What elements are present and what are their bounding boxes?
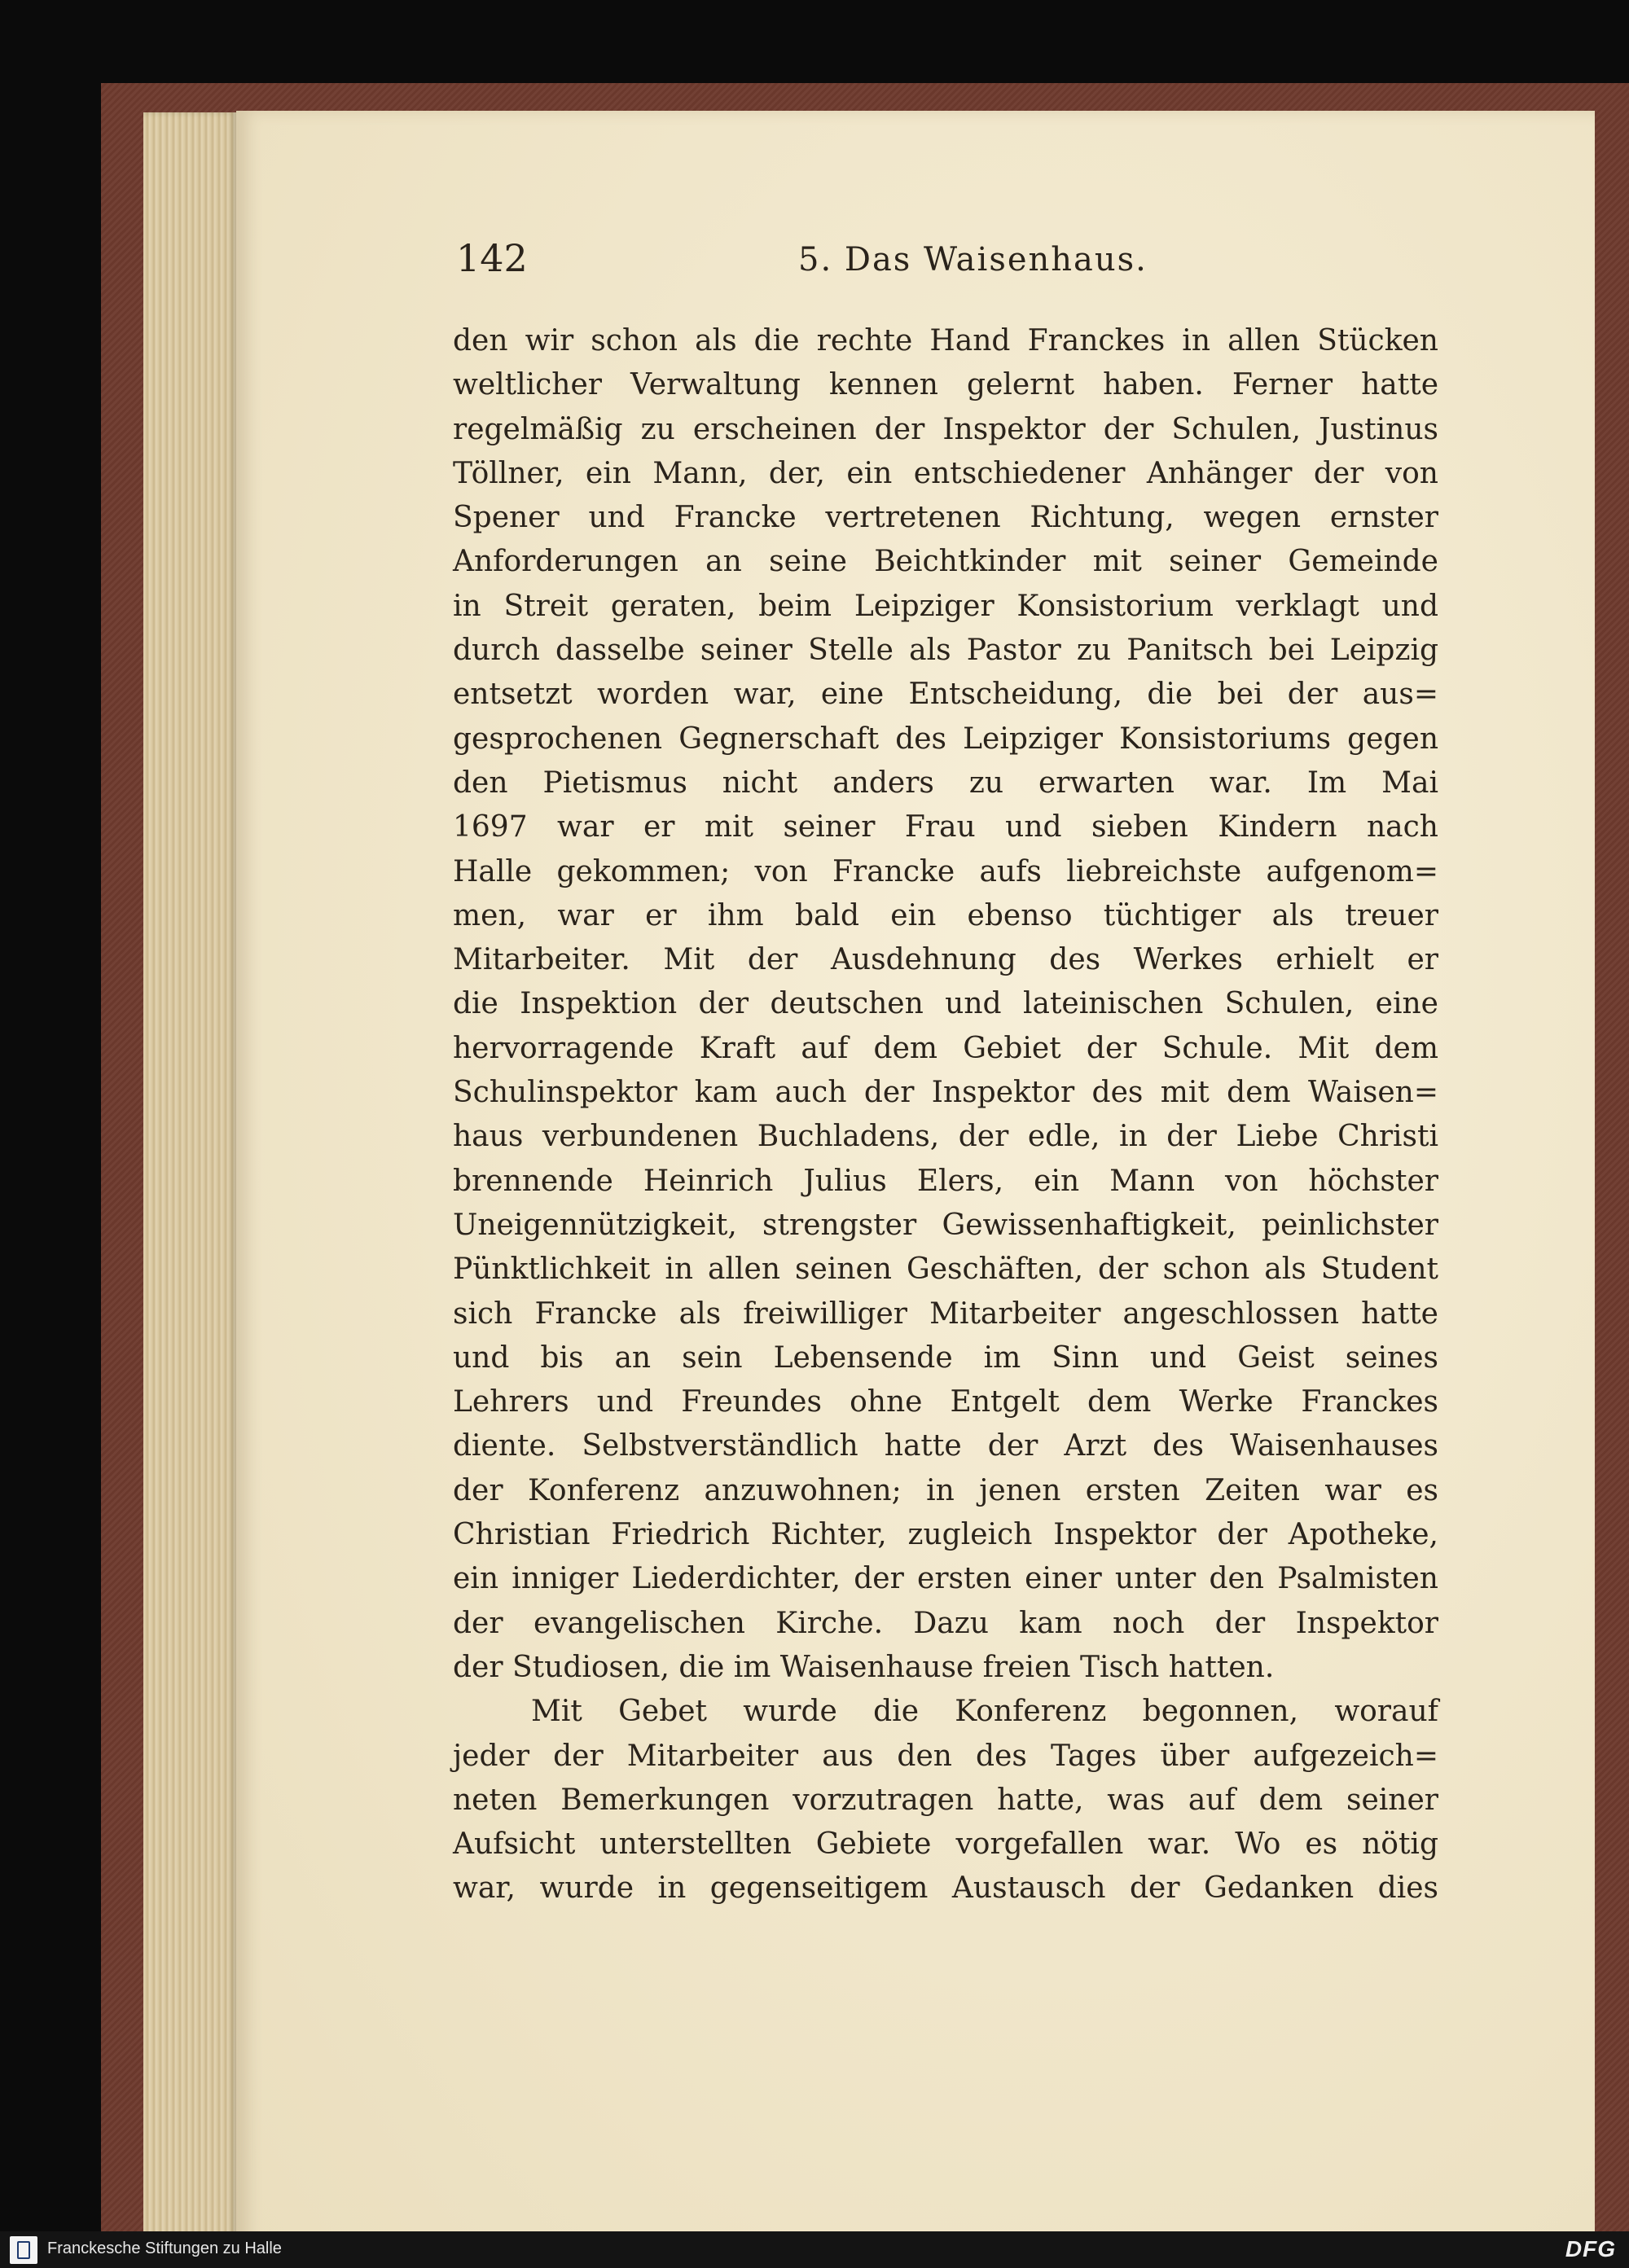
text-line: Lehrers und Freundes ohne Entgelt dem Werke Franckes: [453, 1385, 1438, 1419]
text-line: brennende Heinrich Julius Elers, ein Mann von höchster: [453, 1164, 1438, 1198]
text-line: die Inspektion der deutschen und lateinischen Schulen, eine: [453, 987, 1438, 1021]
body-text: [453, 319, 1438, 1911]
text-line: der Studiosen, die im Waisenhause freien Tisch hatten.: [453, 1650, 1275, 1684]
dfg-logo: DFG: [1565, 2236, 1616, 2261]
page-number: 142: [456, 236, 528, 280]
page-edges: [143, 112, 237, 2246]
text-line: hervorragende Kraft auf dem Gebiet der Schule. Mit dem: [453, 1031, 1438, 1065]
institution-name: Franckesche Stiftungen zu Halle: [47, 2239, 282, 2257]
text-line: sich Francke als freiwilliger Mitarbeiter angeschlossen hatte: [453, 1296, 1438, 1331]
text-line: gesprochenen Gegnerschaft des Leipziger Konsistoriums gegen: [453, 722, 1438, 756]
chapter-title: 5. Das Waisenhaus.: [798, 241, 1148, 279]
text-line: und bis an sein Lebensende im Sinn und Geist seines: [453, 1340, 1438, 1375]
text-line: war, wurde in gegenseitigem Austausch der Gedanken dies: [453, 1871, 1438, 1906]
text-line: Schulinspektor kam auch der Inspektor des mit dem Waisen=: [453, 1076, 1438, 1110]
text-line: Pünktlichkeit in allen seinen Geschäften, der schon als Student: [453, 1252, 1438, 1287]
text-line: Halle gekommen; von Francke aufs liebreichste aufgenom=: [453, 854, 1438, 888]
text-line: Aufsicht unterstellten Gebiete vorgefallen war. Wo es nötig: [453, 1827, 1438, 1862]
text-line: entsetzt worden war, eine Entscheidung, die bei der aus=: [453, 678, 1438, 712]
text-line: Mit Gebet wurde die Konferenz begonnen, worauf: [531, 1695, 1438, 1729]
text-line: in Streit geraten, beim Leipziger Konsistorium verklagt und: [453, 589, 1438, 623]
institution-logo-icon: [10, 2236, 37, 2264]
running-head: [456, 236, 1442, 285]
text-line: den wir schon als die rechte Hand Franckes in allen Stücken: [453, 324, 1438, 358]
text-line: diente. Selbstverständlich hatte der Arzt des Waisenhauses: [453, 1429, 1438, 1463]
text-line: durch dasselbe seiner Stelle als Pastor zu Panitsch bei Leipzig: [453, 634, 1438, 668]
text-line: ein inniger Liederdichter, der ersten einer unter den Psalmisten: [453, 1562, 1438, 1596]
text-line: den Pietismus nicht anders zu erwarten war. Im Mai: [453, 766, 1438, 800]
viewer-footer: [0, 2231, 1629, 2268]
text-line: Christian Friedrich Richter, zugleich Inspektor der Apotheke,: [453, 1518, 1438, 1552]
text-line: der Konferenz anzuwohnen; in jenen ersten Zeiten war es: [453, 1473, 1438, 1507]
text-line: 1697 war er mit seiner Frau und sieben Kindern nach: [453, 810, 1438, 844]
text-line: Töllner, ein Mann, der, ein entschiedener Anhänger der von: [453, 456, 1438, 490]
text-line: Spener und Francke vertretenen Richtung, wegen ernster: [453, 501, 1438, 535]
text-line: jeder der Mitarbeiter aus den des Tages über aufgezeich=: [453, 1739, 1438, 1773]
text-line: men, war er ihm bald ein ebenso tüchtiger als treuer: [453, 898, 1438, 932]
text-line: haus verbundenen Buchladens, der edle, in der Liebe Christi: [453, 1120, 1438, 1154]
text-line: der evangelischen Kirche. Dazu kam noch der Inspektor: [453, 1606, 1438, 1640]
text-line: regelmäßig zu erscheinen der Inspektor der Schulen, Justinus: [453, 412, 1438, 446]
text-line: Anforderungen an seine Beichtkinder mit seiner Gemeinde: [453, 545, 1438, 579]
text-line: Uneigennützigkeit, strengster Gewissenhaftigkeit, peinlichster: [453, 1208, 1438, 1242]
text-line: neten Bemerkungen vorzutragen hatte, was auf dem seiner: [453, 1783, 1438, 1817]
text-line: Mitarbeiter. Mit der Ausdehnung des Werkes erhielt er: [453, 943, 1438, 977]
text-line: weltlicher Verwaltung kennen gelernt haben. Ferner hatte: [453, 368, 1438, 402]
